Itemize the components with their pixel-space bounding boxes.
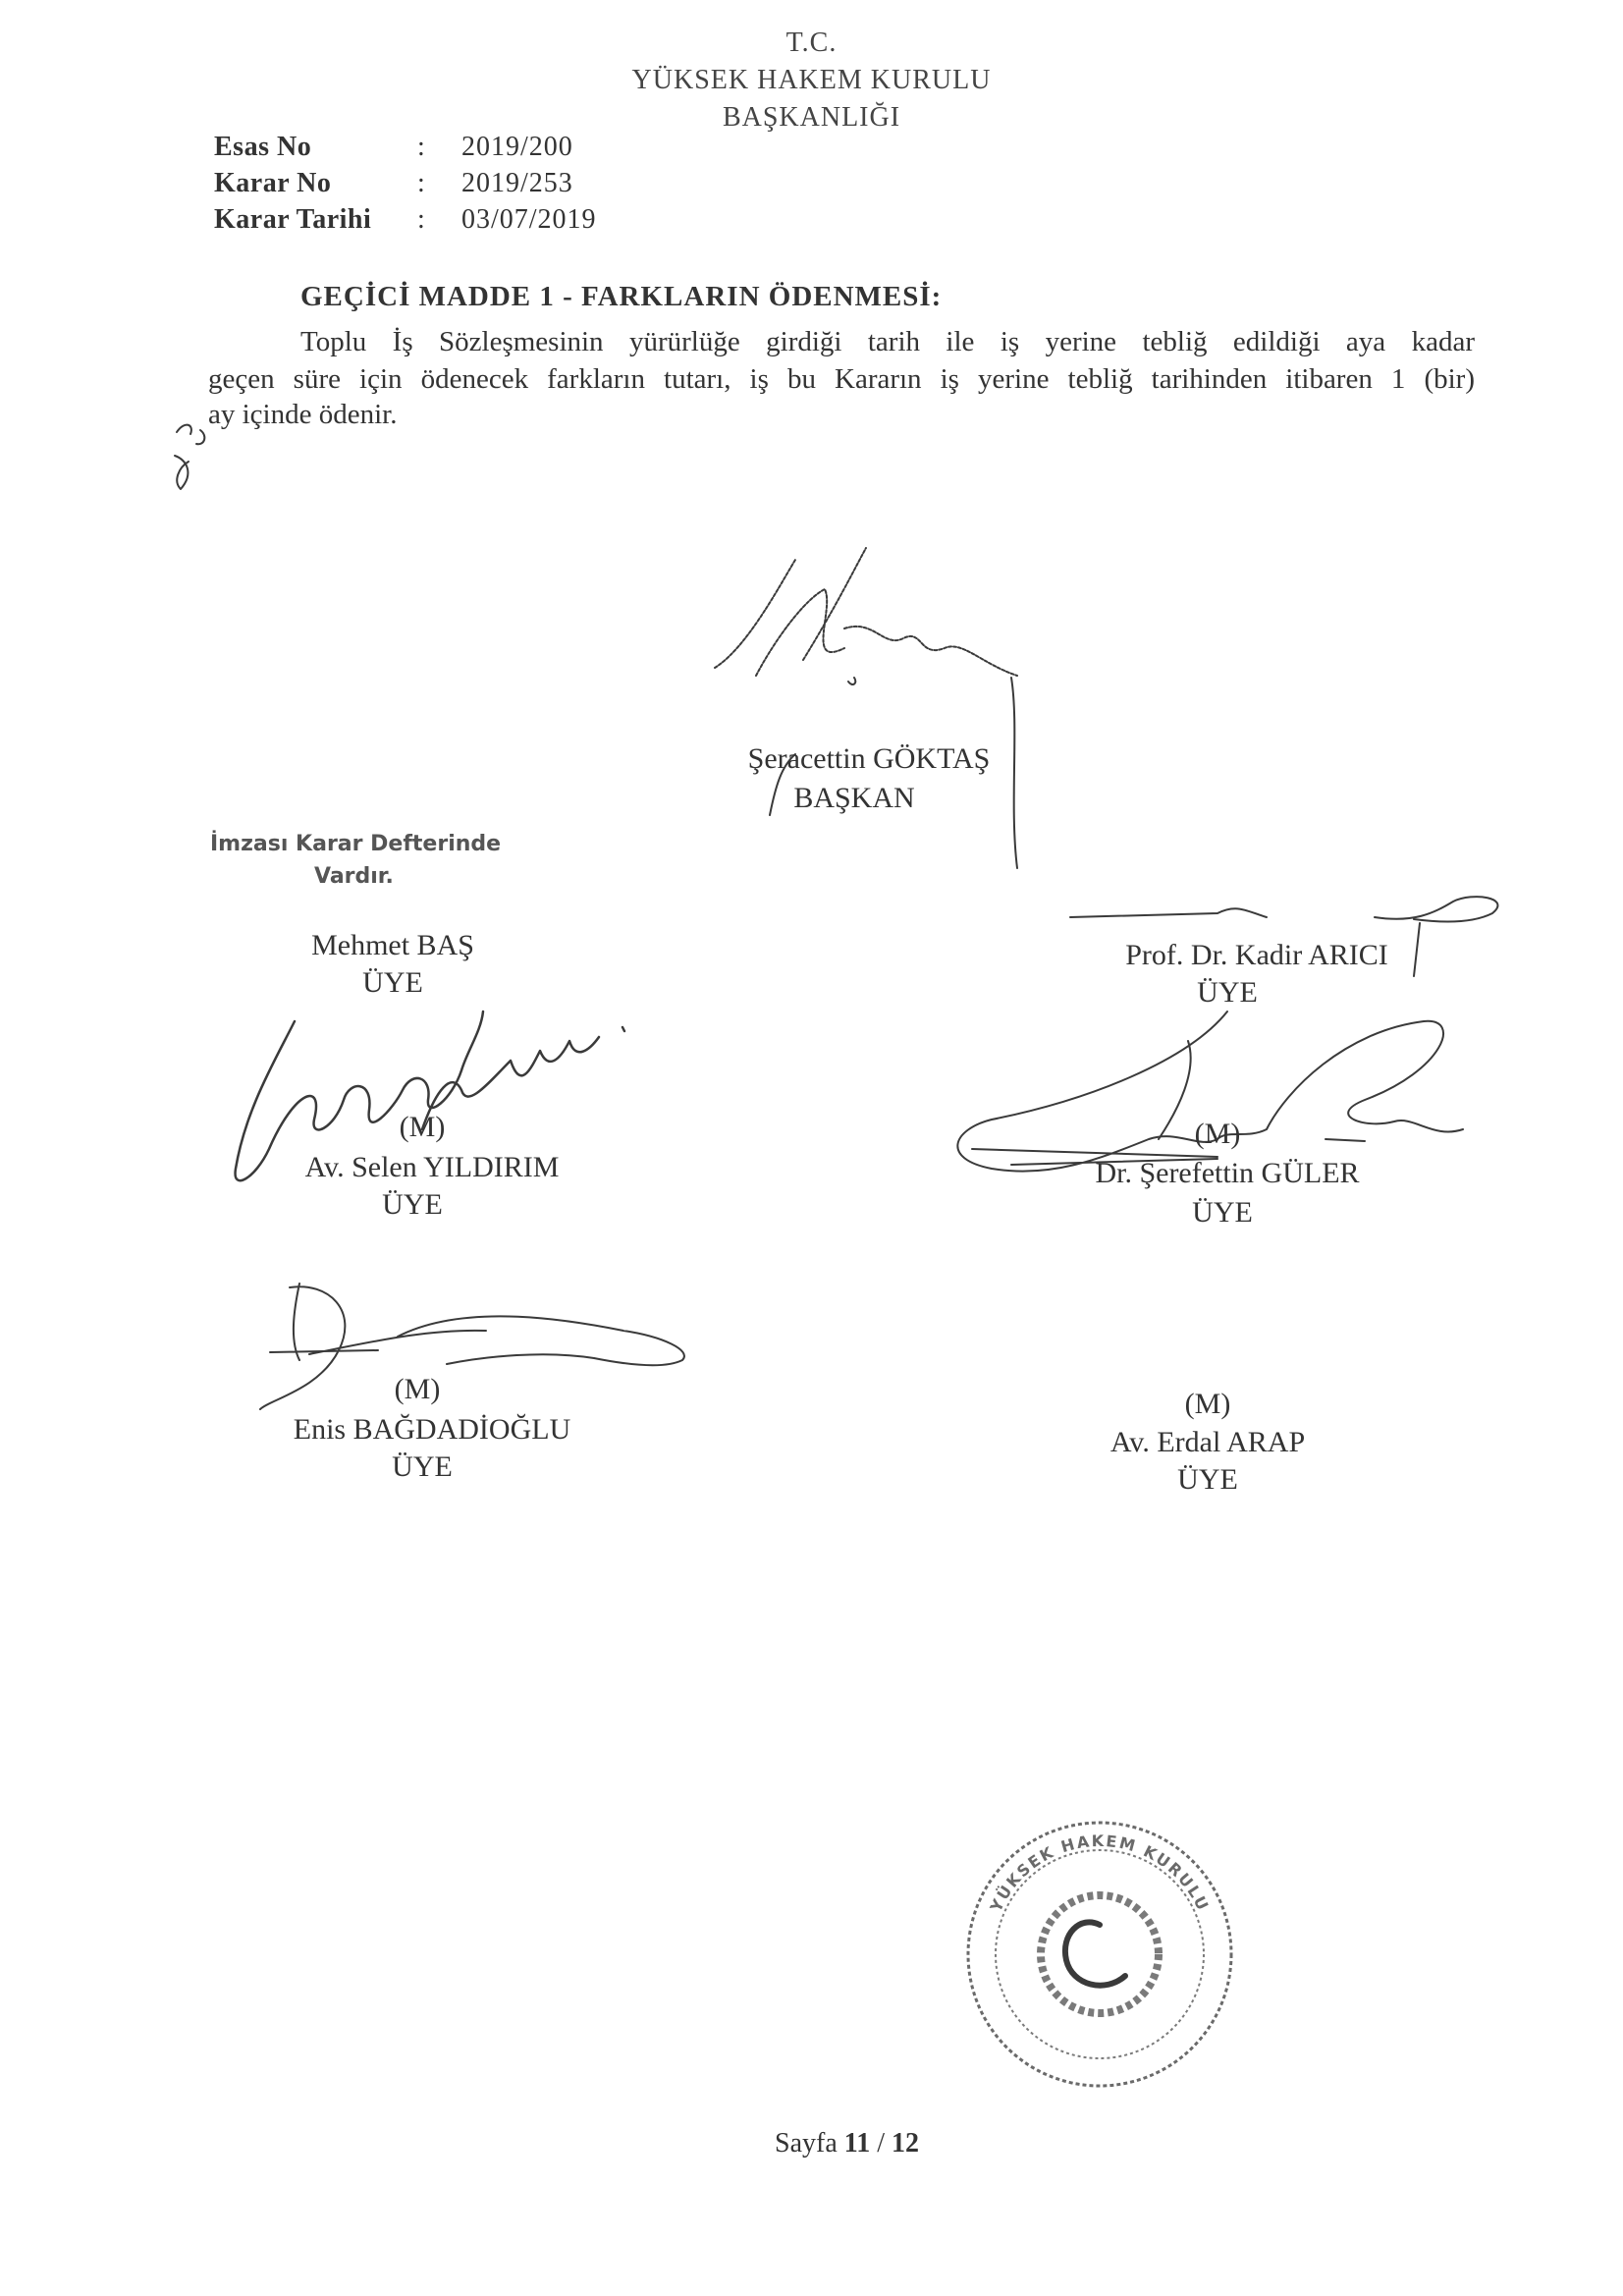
karar-no-colon: : — [417, 168, 425, 198]
margin-initial-mark — [167, 412, 226, 491]
member5-name: Enis BAĞDADİOĞLU — [293, 1413, 571, 1446]
member5-mark: (M) — [394, 1373, 441, 1405]
header-institution: YÜKSEK HAKEM KURULU — [631, 65, 992, 95]
header-presidency: BAŞKANLIĞI — [722, 102, 901, 133]
esas-no-colon: : — [417, 132, 425, 162]
member3-title: ÜYE — [382, 1188, 443, 1221]
page-number — [775, 2128, 919, 2159]
member3-mark: (M) — [399, 1111, 446, 1143]
member6-mark: (M) — [1184, 1388, 1231, 1420]
stamp-note-line-1: İmzası Karar Defterinde — [210, 832, 502, 856]
esas-no-value: 2019/200 — [461, 132, 573, 162]
member4-mark: (M) — [1194, 1118, 1241, 1150]
karar-no-value: 2019/253 — [461, 168, 573, 198]
member5-title: ÜYE — [392, 1450, 453, 1483]
page-total: 12 — [892, 2128, 920, 2159]
stamp-note-line-2: Vardır. — [314, 864, 394, 889]
karar-tarihi-value: 03/07/2019 — [461, 204, 597, 235]
svg-text:YÜKSEK HAKEM KURULU — [986, 1831, 1213, 1916]
page-current: 11 — [843, 2128, 871, 2159]
member2-name: Prof. Dr. Kadir ARICI — [1125, 939, 1388, 971]
president-signature — [687, 530, 1041, 884]
president-title: BAŞKAN — [793, 782, 915, 814]
page-separator: / — [877, 2128, 886, 2159]
member6-title: ÜYE — [1177, 1463, 1238, 1496]
esas-no-label: Esas No — [214, 132, 312, 162]
member3-name: Av. Selen YILDIRIM — [304, 1151, 560, 1183]
section-title: GEÇİCİ MADDE 1 - FARKLARIN ÖDENMESİ: — [300, 281, 943, 312]
page-prefix: Sayfa — [775, 2128, 838, 2159]
seal-text: YÜKSEK HAKEM KURULU — [986, 1831, 1214, 1915]
member1-name: Mehmet BAŞ — [311, 929, 474, 961]
paragraph-line-3: ay içinde ödenir. — [208, 399, 398, 430]
paragraph-line-2: geçen süre için ödenecek farkların tutarı, iş bu Kararın iş yerine tebliğ tarihinden itibaren 1 (bir) — [208, 363, 1475, 395]
member6-name: Av. Erdal ARAP — [1109, 1426, 1306, 1458]
karar-no-label: Karar No — [214, 168, 332, 198]
karar-tarihi-label: Karar Tarihi — [214, 204, 372, 235]
member4-title: ÜYE — [1192, 1196, 1253, 1229]
header-tc: T.C. — [785, 27, 838, 58]
president-name: Şeracettin GÖKTAŞ — [747, 742, 991, 775]
member1-title: ÜYE — [362, 966, 423, 999]
paragraph-line-1: Toplu İş Sözleşmesinin yürürlüğe girdiği tarih ile iş yerine tebliğ edildiği aya kadar — [300, 326, 1475, 357]
karar-tarihi-colon: : — [417, 204, 425, 235]
member4-name: Dr. Şerefettin GÜLER — [1095, 1157, 1360, 1189]
official-seal — [952, 1807, 1247, 2102]
member2-title: ÜYE — [1197, 976, 1258, 1009]
